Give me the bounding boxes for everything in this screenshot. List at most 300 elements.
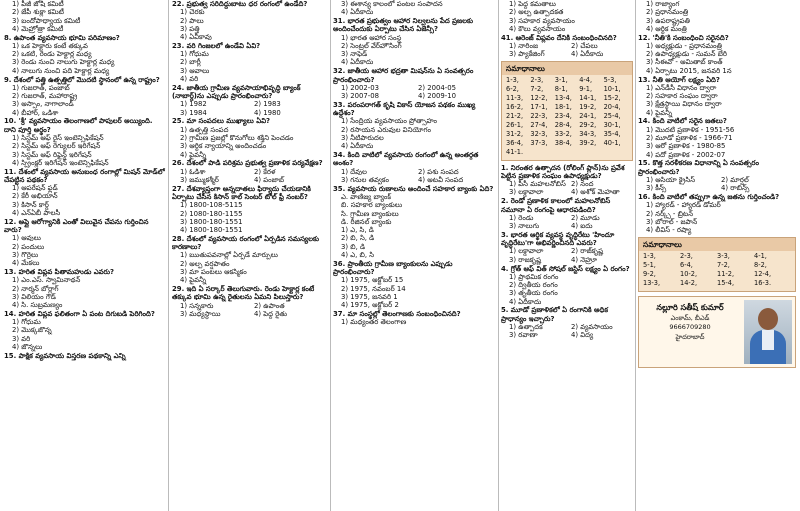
answer-key-item: 17-1, xyxy=(530,103,548,112)
answer-option: 1) ఆవులు xyxy=(12,234,41,243)
question-text: 28. దేశంలో వ్యవసాయ రంగంలో ఏర్పడిన సమస్యలకు కారణాలు? xyxy=(172,234,319,252)
question-item xyxy=(4,352,166,360)
answer-option: 1) 2002-03 xyxy=(341,83,380,92)
answer-option: 3) రవాణా xyxy=(509,331,538,340)
question-text: 23. వరి గింజలలో ఉండేవి ఏవి? xyxy=(172,41,261,50)
question-text: 2. రెండో ప్రణాళిక కాలంలో మహలనోబిస్ నమూనా ఏ రంగంపై ఆధారపడింది? xyxy=(501,197,611,214)
answer-key-item: 22-3, xyxy=(530,112,548,121)
answer-key-item: 35-4, xyxy=(603,129,621,138)
answer-option: 2) నర్క్స్ - బ్రిటన్ xyxy=(646,209,694,218)
answer-option-row xyxy=(172,109,328,117)
question-item xyxy=(501,306,633,339)
question-item xyxy=(638,34,796,75)
answer-option: 3) బోరాల్ - జపాన్ xyxy=(646,217,698,226)
answer-option: 4) అశోక్ మెహతా xyxy=(571,188,620,197)
answer-option: 4) 2009-10 xyxy=(418,92,457,101)
answer-option: 3) నీటిపారుదల xyxy=(341,134,384,142)
question-text: 36. ప్రాంతీయ గ్రామీణ బ్యాంకులను ఎప్పుడు ప్రారంభించారు? xyxy=(333,259,453,276)
answer-option: 3) ఉపరాష్ట్రపతి xyxy=(646,16,690,25)
answer-option: 1) ఉత్పత్తి సంపద xyxy=(180,125,229,134)
answer-option-row xyxy=(501,247,633,255)
answer-key-item: 21-2, xyxy=(506,112,524,121)
answer-key-item: 3-3, xyxy=(717,252,730,261)
answer-key-item: 14-1, xyxy=(579,94,597,103)
answer-key-item: 16-3. xyxy=(754,279,772,288)
answer-option: 3) ఆర్థిక న్యాయాన్ని అందించడం xyxy=(180,142,267,151)
answer-option: 4) స్ప్రింక్లర్ ఇరిగేషన్ ఇంటెన్సిఫికేషన్ xyxy=(12,158,109,167)
answer-option: 4) పెద్ద రైతు xyxy=(254,309,288,318)
answer-option: 3) మధ్యస్థాయి xyxy=(180,309,221,318)
answer-option: 1) పెద్ద కమతాలు xyxy=(509,0,556,8)
question-item xyxy=(638,76,796,117)
question-item xyxy=(172,285,328,318)
answer-key-item: 3-1, xyxy=(554,76,568,85)
answer-key-item: 1-3, xyxy=(506,76,519,85)
question-item xyxy=(501,34,633,59)
answer-option: 4) ఏదీకాదు xyxy=(341,58,374,67)
answer-key-item: 11-2, xyxy=(717,270,735,279)
answer-option: 1) ఎం.ఎస్. స్వామినాథన్ xyxy=(12,276,81,285)
question-text: 25. మా సంపదలు ముఖ్యాలు ఏవి? xyxy=(172,117,270,126)
answer-option-row xyxy=(638,176,796,184)
answer-option: 4) అటవీ సంపద xyxy=(418,175,464,184)
answer-option: 1) ఒక హెక్టారు కంటే తక్కువ xyxy=(12,41,88,50)
answer-key-item: 30-1, xyxy=(603,121,621,129)
answer-option: 1) నారింజ xyxy=(509,41,539,50)
answer-key-item: 8-1, xyxy=(554,85,568,94)
answer-option: 4) వరి xyxy=(180,75,199,84)
answer-option: 4) ఆర్థిక మంత్రి xyxy=(646,24,687,33)
answer-option: 4) రాబిన్స్ xyxy=(721,184,750,193)
answer-option: 2) ఒకటి, రెండు హెక్టార్ల మధ్య xyxy=(12,50,92,59)
question-text: 13. నీతి ఆయోగ్ లక్ష్యం ఏది? xyxy=(638,75,720,84)
column-divider xyxy=(635,0,636,511)
answer-option: 4) 1980 xyxy=(254,108,281,117)
answer-option: 2) ఉపాధ్యక్షుడు - సుమన్ బేరి xyxy=(646,50,727,59)
author-degree: ఎంకామ్, బీఎడ్ xyxy=(670,313,710,322)
answer-option: 1) ఉత్పాదక xyxy=(509,322,543,331)
answer-option: 2) పాలు xyxy=(180,16,204,25)
answer-option: 4) ఏర్పాటు 2015, జనవరి 1న xyxy=(646,66,732,75)
question-item xyxy=(333,151,495,184)
answer-option: 2) 1975, నవంబర్ 14 xyxy=(341,284,406,293)
question-text: 31. భారత ప్రభుత్వం ఆహార నిల్వలను పేద ప్రజలకు అందించేందుకు ఏర్పాటు చేసిన ఏజెన్సీ? xyxy=(333,17,473,34)
answer-option: 2) ఉపాంత xyxy=(254,301,285,310)
answer-option-row xyxy=(501,50,633,58)
question-text: 37. మా సంస్థల్లో తెలంగాణకు సంబంధించినది? xyxy=(333,309,461,318)
answer-option: 4) బీహార్, ఒడిశా xyxy=(12,108,59,117)
answer-option: 3) తృతీయ రంగం xyxy=(509,289,558,298)
answer-option: 2) మూడో ప్రణాళిక - 1966-71 xyxy=(646,134,733,142)
answer-option: 4) లీవిస్ - రష్యా xyxy=(646,226,692,235)
answer-option: 3) కిసాన్ కార్డ్ xyxy=(12,200,49,209)
answer-option: 2) గ్రామీణ ప్రజల్లో కొనుగోలు శక్తిని పెంచడం xyxy=(180,134,294,142)
answer-option: 4) ఏదీకాదు xyxy=(571,50,604,59)
answer-option-row xyxy=(172,302,328,310)
author-phone: 9666709280 xyxy=(669,323,711,332)
answer-option: 2) చేపలు xyxy=(571,41,598,50)
answer-key-item: 9-1, xyxy=(579,85,593,94)
answer-option: డి. రీజినల్ బ్యాంకు xyxy=(341,217,392,226)
answer-option-row xyxy=(172,168,328,176)
answer-option: 2) కేరీ అభియాన్ xyxy=(12,192,58,201)
question-item xyxy=(638,0,796,33)
answer-option: 3) మా పంటలు ఆకస్మికం xyxy=(180,268,247,276)
answer-key-item: 34-3, xyxy=(579,129,597,138)
column-divider xyxy=(330,0,331,511)
question-item xyxy=(4,0,166,33)
column-5 xyxy=(638,0,796,511)
answer-option: 4) 1975, అక్టోబర్ 2 xyxy=(341,301,399,310)
answer-option: ఎ. వాణిజ్య బ్యాంక్ xyxy=(341,192,391,201)
answer-option: 3) బి, డి xyxy=(341,242,366,251)
answers-heading: సమాధానాలు xyxy=(502,62,632,75)
answer-option: 1) భారత ఆహార సంస్థ xyxy=(341,33,402,42)
question-item xyxy=(333,67,495,100)
question-text: 14. హరిత విప్లవ ఫలితంగా ఏ పంట దిగుబడి పెరిగింది? xyxy=(4,309,155,318)
question-text: 8. ఉపాంత వ్యవసాయ భూమి పరిమాణం? xyxy=(4,33,120,42)
answer-key-item: 5-3, xyxy=(603,76,617,85)
answer-option: 3) గనుల తవ్వకం xyxy=(341,175,390,184)
answer-key-item: 4-4, xyxy=(579,76,593,85)
answer-option: 3) సీఈవో - అమితాబ్ కాంత్ xyxy=(646,58,723,67)
answer-option: 1) మొదటి ప్రణాళిక - 1951-56 xyxy=(646,125,735,134)
answer-option: 1) సేంద్రియ వ్యవసాయం ప్రోత్సాహం xyxy=(341,117,438,126)
answer-option: 4) పైవన్నీ xyxy=(180,150,207,159)
answer-key-item: 5-1, xyxy=(643,261,656,270)
question-item xyxy=(501,0,633,33)
answer-option-row xyxy=(501,214,633,222)
answer-key-item: 2-3, xyxy=(680,252,693,261)
answer-key-item: 1-3, xyxy=(643,252,656,261)
answer-option-row xyxy=(501,188,633,196)
answer-option: 4) జొన్నలు xyxy=(12,343,43,352)
question-text: 10. 'శ్రీ' వ్యవసాయం తెలంగాణలో పాపులర్ అయ్యింది. దాని పూర్తి అర్థం? xyxy=(4,117,153,134)
author-card xyxy=(638,296,796,368)
answer-option: 2) పందులు xyxy=(12,242,45,251)
answer-option-row xyxy=(638,184,796,192)
answer-option: 4) పదో ప్రణాళిక - 2002-07 xyxy=(646,150,726,159)
answer-option-row xyxy=(172,100,328,108)
answers-grid xyxy=(506,77,628,156)
column-3 xyxy=(333,0,495,511)
question-item xyxy=(333,310,495,327)
answer-option: 1) సిస్టమ్ ఆఫ్ రైస్ ఇంటెన్సిఫికేషన్ xyxy=(12,134,104,142)
answer-option-row xyxy=(501,323,633,331)
column-2 xyxy=(172,0,328,511)
answer-option: 2) వ్యవసాయం xyxy=(571,322,613,331)
question-item xyxy=(4,268,166,309)
question-text: 9. దేశంలో పత్తి ఉత్పత్తిలో మొదటి స్థానంలో ఉన్న రాష్ట్రం? xyxy=(4,75,160,84)
answer-key-item: 38-4, xyxy=(554,138,572,147)
answer-key-item: 13-3, xyxy=(643,279,661,288)
question-text: 35. వ్యవసాయ రుణాలను అందించే సహకార బ్యాంకు ఏది? xyxy=(333,184,494,193)
answer-option: 2) పశు సంపద xyxy=(418,167,459,176)
answer-option: 3) సహకార వ్యవసాయం xyxy=(509,16,575,25)
answer-option: 3) వరి xyxy=(12,334,31,343)
answer-option: 1) మధ్యంతర తెలంగాణ xyxy=(341,318,407,327)
question-item xyxy=(172,0,328,41)
answer-option: 4) ఎ, బి, సి xyxy=(341,250,375,259)
answer-option: 4) 1800-180-1551 xyxy=(180,226,243,235)
question-text: 33. పరంపరాగత్ కృషి వికాస్ యోజన పథకం ముఖ్య ఉద్దేశం? xyxy=(333,100,476,118)
answer-key-item: 37-3, xyxy=(530,138,548,147)
column-divider xyxy=(168,0,169,511)
question-text: 15. పాక్షిక వ్యవసాయ విస్తరణ పథకాన్ని ఎన్ని xyxy=(4,351,126,360)
answer-option: 2) నంద xyxy=(571,180,594,189)
answer-option-row xyxy=(333,92,495,100)
answer-option: 1) గోధుమ xyxy=(12,318,41,327)
author-photo xyxy=(744,300,792,364)
answer-option: 3) లక్డావాలా xyxy=(509,188,544,197)
answer-key-item: 29-2, xyxy=(579,121,597,129)
answer-option: 3) 1975, జనవరి 1 xyxy=(341,292,398,301)
answer-option: 2) మార్షల్ xyxy=(721,175,749,184)
answer-key-item: 27-4, xyxy=(530,121,548,129)
answer-key-item: 4-1, xyxy=(754,252,767,261)
answer-option: 1) రెండు xyxy=(509,213,534,222)
answer-key-item: 41-1. xyxy=(506,147,524,156)
answer-option: 4) పంజాబ్ xyxy=(254,175,285,184)
answer-option: 4) పైవన్నీ xyxy=(180,276,207,285)
column-4 xyxy=(501,0,633,511)
answer-option: సి. గ్రామీణ బ్యాంకులు xyxy=(341,209,399,218)
answer-option: 3) పత్తి xyxy=(180,24,200,33)
column-divider xyxy=(498,0,499,511)
answer-key-item: 6-2, xyxy=(506,85,519,94)
answer-option: 1) ఆపరేషన్ ఫ్లడ్ xyxy=(12,184,58,193)
answer-option: 1) 1975, అక్టోబర్ 15 xyxy=(341,276,404,285)
question-item xyxy=(501,265,633,306)
answer-option: 2) సిస్టమ్ ఆఫ్ రెగ్యులర్ ఇరిగేషన్ xyxy=(12,142,101,151)
answer-option-row xyxy=(333,168,495,176)
answer-option: 3) క్షేత్రస్థాయి విధానం ద్వారా xyxy=(646,100,722,109)
answer-key-item: 20-4, xyxy=(603,103,621,112)
question-item xyxy=(333,17,495,67)
answer-option: 3) గొర్రెలు xyxy=(12,250,39,259)
answer-key-item: 15-4, xyxy=(717,279,735,288)
answer-option: 1) దేవుల xyxy=(341,167,367,176)
question-item xyxy=(501,164,633,197)
question-text: 24. జాతీయ గ్రామీణ వ్యవసాయాభివృద్ధి బ్యాంక్ (నాబార్డ్)ను ఎప్పుడు ప్రారంభించారు? xyxy=(172,83,301,101)
answer-key-item: 39-2, xyxy=(579,138,597,147)
answer-option: 1) ప్రాథమిక రంగం xyxy=(509,272,559,281)
answer-option: 2) బార్లీ xyxy=(180,58,201,67)
answer-option: 1) అధ్యక్షుడు - ప్రధానమంత్రి xyxy=(646,41,722,50)
question-text: 1. నిరంతర ఉత్పాదన (రోలింగ్ ప్లాన్)ను ప్రవేశ పెట్టిన ప్రణాళిక సంఘం ఉపాధ్యక్షుడు? xyxy=(501,163,625,180)
answer-option: 3) సిస్టమ్ ఆఫ్ రిఫైన్డ్ ఇరిగేషన్ xyxy=(12,150,92,159)
answer-option: 4) విద్య xyxy=(571,331,594,340)
answer-key-item: 36-4, xyxy=(506,138,524,147)
question-item xyxy=(4,310,166,351)
question-text: 15. కొత్త సరళీకరణ విధానాన్ని ఏ సంవత్సరం ప్రారంభించారు? xyxy=(638,159,760,176)
answer-option: 1) 1800-108-5115 xyxy=(180,201,243,210)
question-text: 41. ఆరెంజ్ విప్లవం దేనికి సంబంధించినది? xyxy=(501,33,617,42)
question-text: 22. ప్రభుత్వ సరిదిద్దుబాటు ధర రంగంలో ఉండేది? xyxy=(172,0,308,8)
answer-key-item: 33-2, xyxy=(554,129,572,138)
answer-option: 1) చెరకు xyxy=(180,8,205,17)
answer-option: 2) అల్ప ఉత్పాదకత xyxy=(509,8,564,17)
question-text: 27. దేశవ్యాప్తంగా అన్నదాతలు ఫిర్యాదు చేయడానికి ఏర్పాటు చేసిన కిసాన్ కాల్ సెంటర్ టోల్ ఫ్రీ నంబర్? xyxy=(172,184,311,201)
question-item xyxy=(172,159,328,184)
question-text: 11. దేశంలో వ్యవసాయ అనుబంధ రంగాల్లో మిషన్ మోడ్‌లో చేపట్టిన పథకం? xyxy=(4,167,165,184)
answer-key-item: 9-2, xyxy=(643,270,656,279)
answer-option: 1) లక్డావాలా xyxy=(509,247,544,256)
answer-key-item: 7-2, xyxy=(717,261,730,270)
answer-option: 1) పీసీ మహలనోబిస్ xyxy=(509,180,566,189)
answer-key-item: 31-2, xyxy=(506,129,524,138)
answer-option: 3) ఈశాన్య కాలంలో పంటల సంపాదన xyxy=(341,0,443,8)
answer-option: 4) నెహ్రూ xyxy=(571,255,597,264)
author-name: నల్లూరి సతీష్ కుమార్ xyxy=(656,303,724,312)
answer-key-item: 13-4, xyxy=(554,94,572,103)
answer-option: 2) జేపీ శుక్లా కమిటీ xyxy=(12,8,64,17)
answer-key-item: 28-4, xyxy=(554,121,572,129)
answer-option: 3) ప్యాకేజింగ్ xyxy=(509,50,545,59)
answer-key-item: 10-1, xyxy=(603,85,621,94)
question-text: 32. జాతీయ ఆహార భద్రతా మిషన్‌ను ఏ సంవత్సరం ప్రారంభించారు? xyxy=(333,67,474,84)
answer-option: 1) గుజరాత్, పంజాబ్ xyxy=(12,83,70,92)
question-item xyxy=(172,235,328,285)
answer-option: 4) పైవన్నీ xyxy=(646,108,673,117)
answer-key-item: 14-2, xyxy=(680,279,698,288)
answer-key-item: 2-3, xyxy=(530,76,544,85)
answer-option: 2) మూడు xyxy=(571,213,600,222)
answer-option: 2) రసాయన ఎరువుల వినియోగం xyxy=(341,125,431,134)
question-text: 29. ఇది ఏ సర్కార్ తెలుగువారు. రెండు హెక్టార్ల కంటే తక్కువ భూమి ఉన్న రైతులను ఏమని పిలుస్తారు? xyxy=(172,285,315,302)
answer-option: 3) ఆవాలు xyxy=(180,66,210,75)
question-item xyxy=(172,185,328,235)
answer-key-item: 40-1, xyxy=(603,138,621,147)
answer-option: 1) హ్యారడ్ - హ్యారడ్ డోమర్ xyxy=(646,201,721,210)
answer-option-row xyxy=(172,176,328,184)
question-item xyxy=(638,193,796,234)
question-item xyxy=(4,117,166,167)
answer-option: 4) ఏదీకాదు xyxy=(341,8,374,17)
question-text: 5. మూడో ప్రణాళికలో ఏ రంగానికి అధిక ప్రాధాన్యం ఇచ్చారు? xyxy=(501,306,608,323)
answer-option: 1) 1982 xyxy=(180,100,207,109)
answer-option: బి. సహకార బ్యాంకులు xyxy=(341,201,403,210)
answer-option: 1) ఓడిశా xyxy=(180,167,206,176)
answer-key-item: 18-1, xyxy=(554,103,572,112)
answer-option-row xyxy=(501,42,633,50)
question-text: 12. 'నీతి'కి సంబంధించి సరైనది? xyxy=(638,33,729,42)
answer-key-item: 26-1, xyxy=(506,121,524,129)
answer-option: 4) సి. సుబ్రమణ్యం xyxy=(12,301,63,310)
answer-option: 3) నాఫెడ్ xyxy=(341,50,368,59)
answer-key-item: 7-2, xyxy=(530,85,544,94)
question-item xyxy=(4,34,166,75)
answer-option-row xyxy=(501,331,633,339)
answer-option: 2) కేరళ xyxy=(254,167,276,176)
answer-option: 3) 1984 xyxy=(180,108,207,117)
answer-option-row xyxy=(501,180,633,188)
answer-option: 4) మెహ్రోత్రా కమిటీ xyxy=(12,24,64,33)
answers-box xyxy=(501,61,633,160)
question-text: 13. హరిత విప్లవ పితామహుడు ఎవరు? xyxy=(4,268,114,276)
answer-option: 3) జమ్ముకశ్మీర్ xyxy=(180,175,219,184)
answer-option: 2) బి, సి, డి xyxy=(341,234,375,243)
answer-key-item: 25-4, xyxy=(603,112,621,121)
answer-option: 2) ప్రధానమంత్రి xyxy=(646,8,689,17)
answer-option: 1) రాజ్యాంగ xyxy=(646,0,680,8)
answer-option: 1) ఎ, సి, డి xyxy=(341,226,374,235)
answer-key-item: 15-2, xyxy=(603,94,621,103)
question-item xyxy=(4,76,166,117)
answer-key-item: 11-3, xyxy=(506,94,524,103)
answer-key-item: 24-1, xyxy=(579,112,597,121)
answer-option: 3) రాజకృష్ణ xyxy=(509,255,542,264)
answer-option: 1) ఋతుపవనాల్లో ఏర్పడే మార్పులు xyxy=(180,251,278,260)
question-item xyxy=(638,159,796,192)
answer-key-item: 16-2, xyxy=(506,103,524,112)
question-text: 4. గ్రోత్ ఆఫ్ విత్ సోషల్ జస్టిస్ లక్ష్యం ఏ రంగం? xyxy=(501,264,630,273)
answer-option-row xyxy=(501,256,633,264)
author-city: హైదరాబాద్ xyxy=(675,333,705,342)
answer-key-item: 6-4, xyxy=(680,261,693,270)
question-item xyxy=(501,231,633,264)
column-1 xyxy=(4,0,166,511)
question-item xyxy=(333,185,495,260)
answer-key-item: 23-4, xyxy=(554,112,572,121)
answer-option: 3) 1800-180-1551 xyxy=(180,217,243,226)
answer-option-row xyxy=(501,222,633,230)
answer-option: 2) సహకార సంఘం ద్వారా xyxy=(646,92,718,101)
answer-option: 3) బందోపాధ్యాయ కమిటీ xyxy=(12,16,81,25)
question-item xyxy=(333,101,495,151)
answer-key-item: 8-2, xyxy=(754,261,767,270)
answer-option: 1) గోధుమ xyxy=(180,50,209,59)
answer-option: 2) రాజ్‌కృష్ణ xyxy=(571,247,604,256)
answer-key-item: 12-2, xyxy=(530,94,548,103)
answer-option: 2) గుజరాత్, మహారాష్ట్ర xyxy=(12,92,78,101)
answer-option: 1) ఆసియా క్రైసిస్ xyxy=(646,175,696,184)
answer-option: 1) సన్నకారు xyxy=(180,301,214,310)
question-item xyxy=(4,168,166,218)
answer-option: 3) 2007-08 xyxy=(341,92,380,101)
question-item xyxy=(333,0,495,17)
answer-option: 3) అస్సాం, నాగాలాండ్ xyxy=(12,100,74,109)
question-item xyxy=(638,117,796,158)
answer-option: 2) 1080-180-1155 xyxy=(180,209,243,218)
answer-option: 4) ఐదు xyxy=(571,222,593,231)
answer-option: 4) ఎన్ఏబీ పాలసీ xyxy=(12,209,61,218)
answer-option: 1) ఎన్‌డీసీ విధానం ద్వారా xyxy=(646,83,717,92)
answer-option-row xyxy=(333,84,495,92)
answer-option: 4) ఏదీకాదు xyxy=(341,142,374,151)
answer-option-row xyxy=(333,176,495,184)
question-item xyxy=(172,42,328,83)
question-item xyxy=(333,260,495,310)
question-item xyxy=(172,117,328,158)
answer-option-row xyxy=(172,310,328,318)
answer-option: 4) మేకలు xyxy=(12,259,40,268)
question-text: 34. కింది వాటిలో వ్యవసాయ రంగంలో ఉన్న అంతర్గత అంశం? xyxy=(333,151,479,168)
answer-option: 3) ఆరో ప్రణాళిక - 1980-85 xyxy=(646,142,726,151)
answers-grid xyxy=(643,253,791,288)
answer-key-item: 19-2, xyxy=(579,103,597,112)
answers-heading: సమాధానాలు xyxy=(639,238,795,251)
answer-option: 4) కౌలు వ్యవసాయం xyxy=(509,24,566,33)
answer-key-item: 12-4, xyxy=(754,270,772,279)
answer-option: 2) ద్వితీయ రంగం xyxy=(509,281,558,290)
answer-option: 2) 2004-05 xyxy=(418,83,457,92)
answer-option: 3) నాలుగు xyxy=(509,222,540,231)
question-item xyxy=(172,84,328,117)
answer-option: 4) నాలుగు నుంచి పది హెక్టార్ల మధ్య xyxy=(12,66,110,75)
question-item xyxy=(4,218,166,268)
question-text: 16. కింది వాటిలో తప్పుగా ఉన్న జతను గుర్తించండి? xyxy=(638,192,780,201)
